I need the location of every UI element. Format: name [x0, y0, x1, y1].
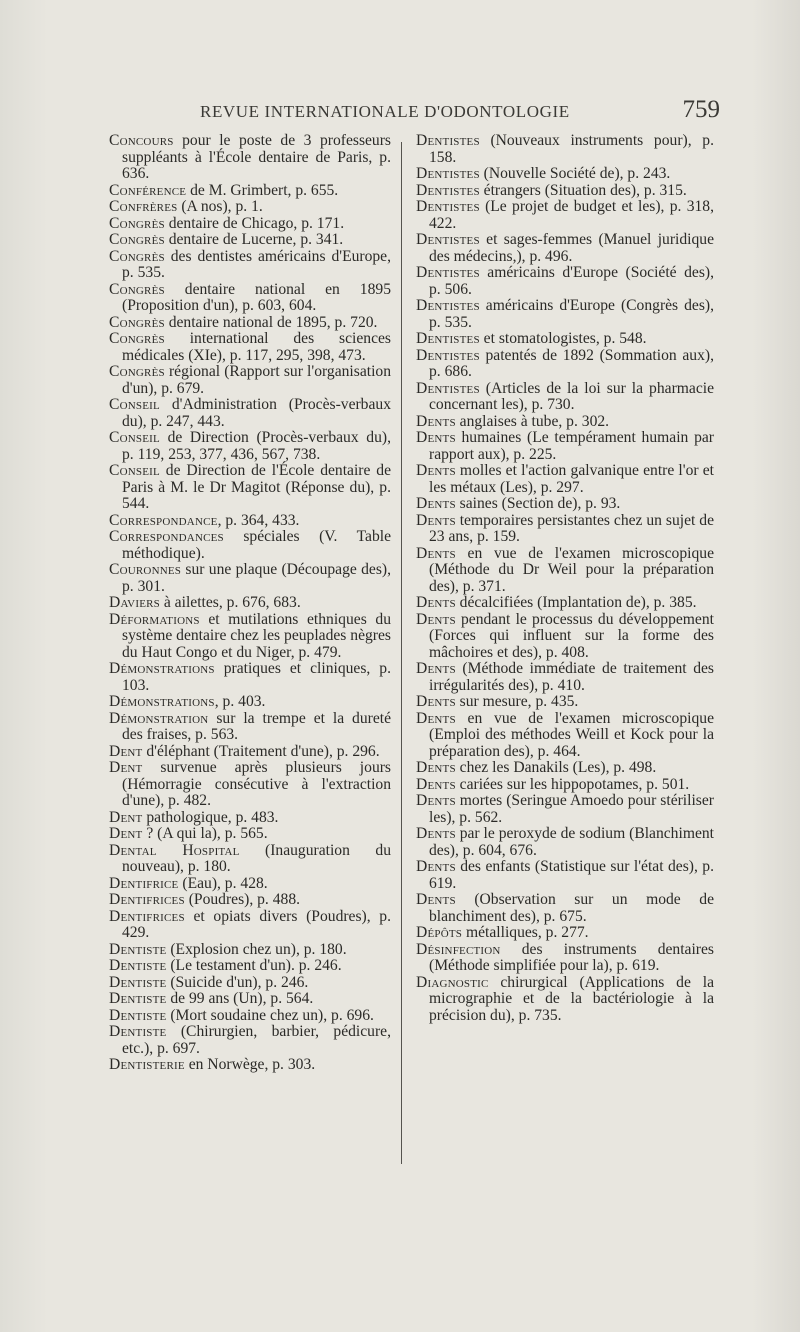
entry-headword: Daviers: [109, 594, 160, 611]
entry-headword: Dentistes: [416, 330, 480, 347]
entry-text: (Suicide d'un), p. 246.: [166, 973, 309, 991]
entry-text: spéciales (V. Table méthodique).: [122, 528, 391, 562]
entry-headword: Dents: [416, 709, 456, 727]
index-entry: [109, 892, 391, 909]
entry-headword: Congrès: [109, 363, 165, 380]
entry-text: et sages-femmes (Manuel juridique des médecins,), p. 496.: [429, 231, 714, 265]
entry-text: ? (A qui la), p. 565.: [142, 825, 268, 842]
entry-headword: Dentiste: [109, 1006, 167, 1024]
entry-text: survenue après plusieurs jours (Hémorragie consécutive à l'extraction d'une), p. 482.: [122, 759, 391, 809]
index-entry: [416, 777, 714, 794]
entry-text: (Inauguration du nouveau), p. 180.: [122, 841, 391, 875]
entry-headword: Dentiste: [109, 990, 167, 1007]
entry-headword: Déformations: [109, 610, 200, 628]
index-entry: [416, 414, 714, 431]
entry-headword: Dent: [109, 808, 143, 826]
running-header: [200, 96, 720, 132]
entry-text: (Poudres), p. 488.: [184, 891, 301, 908]
index-entry: [109, 513, 391, 530]
journal-title: REVUE INTERNATIONALE D'ODONTOLOGIE: [200, 102, 570, 121]
entry-text: en Norwège, p. 303.: [184, 1056, 316, 1073]
entry-headword: Dents: [416, 792, 456, 809]
index-entry: [109, 975, 391, 992]
entry-text: humaines (Le tempérament humain par rapport aux), p. 225.: [429, 429, 714, 463]
index-column-left: [109, 133, 391, 1074]
entry-headword: Dentistes: [416, 346, 480, 364]
entry-headword: Dent: [109, 742, 143, 760]
index-entry: [109, 876, 391, 893]
entry-headword: Dentistes: [416, 132, 480, 149]
index-entry: [109, 843, 391, 876]
entry-text: sur la trempe et la dureté des fraises, p. 563.: [122, 709, 391, 743]
index-entry: [109, 595, 391, 612]
entry-headword: Dentifrices: [109, 891, 185, 908]
entry-text: et stomatologistes, p. 548.: [479, 330, 647, 347]
entry-headword: Congrès: [109, 330, 165, 347]
entry-text: américains d'Europe (Congrès des), p. 535.: [429, 297, 714, 331]
entry-headword: Dents: [416, 495, 456, 512]
index-entry: [109, 958, 391, 975]
index-entry: [109, 430, 391, 463]
index-entry: [416, 793, 714, 826]
entry-text: chirurgical (Applications de la micrographie et de la bactériologie à la précision du), p. 735.: [429, 973, 714, 1024]
entry-headword: Dépôts: [416, 924, 463, 941]
index-entry: [109, 991, 391, 1008]
index-entry: [109, 216, 391, 233]
entry-headword: Dents: [416, 759, 456, 776]
entry-headword: Démonstrations: [109, 693, 215, 710]
entry-headword: Conseil: [109, 429, 160, 446]
entry-headword: Dents: [416, 610, 456, 628]
entry-text: , p. 364, 433.: [217, 511, 300, 529]
entry-text: dentaire national en 1895 (Proposition d'un), p. 603, 604.: [122, 280, 391, 314]
entry-text: dentaire de Lucerne, p. 341.: [164, 231, 344, 248]
entry-text: (Explosion chez un), p. 180.: [166, 940, 347, 958]
entry-text: (Méthode immédiate de traitement des irrégularités des), p. 410.: [429, 660, 714, 694]
entry-text: saines (Section de), p. 93.: [455, 495, 621, 512]
index-entry: [109, 711, 391, 744]
entry-headword: Dentifrices: [109, 907, 185, 925]
entry-text: métalliques, p. 277.: [462, 924, 589, 941]
entry-headword: Dents: [416, 429, 456, 446]
entry-headword: Dentifrice: [109, 874, 179, 892]
index-entry: [109, 232, 391, 249]
entry-headword: Dents: [416, 594, 456, 611]
entry-text: pathologique, p. 483.: [142, 808, 279, 826]
index-entry: [109, 1008, 391, 1025]
entry-text: des dentistes américains d'Europe, p. 535.: [122, 247, 391, 281]
index-entry: [416, 331, 714, 348]
entry-text: et opiats divers (Poudres), p. 429.: [122, 907, 391, 941]
entry-text: (A nos), p. 1.: [177, 198, 263, 215]
entry-headword: Dents: [416, 511, 456, 529]
entry-text: (Mort soudaine chez un), p. 696.: [166, 1006, 374, 1024]
index-entry: [416, 595, 714, 612]
entry-headword: Dent: [109, 825, 143, 842]
index-entry: [109, 183, 391, 200]
index-entry: [416, 133, 714, 166]
entry-headword: Correspondance: [109, 511, 218, 529]
entry-headword: Conseil: [109, 462, 160, 479]
entry-headword: Dentistes: [416, 297, 480, 314]
index-entry: [109, 1057, 391, 1074]
entry-headword: Concours: [109, 132, 174, 149]
index-entry: [416, 760, 714, 777]
page-number: 759: [682, 96, 720, 123]
index-entry: [416, 496, 714, 513]
index-entry: [109, 282, 391, 315]
entry-headword: Correspondances: [109, 528, 224, 545]
entry-headword: Dents: [416, 775, 456, 793]
entry-text: des enfants (Statistique sur l'état des), p. 619.: [429, 858, 714, 892]
entry-text: dentaire de Chicago, p. 171.: [164, 214, 345, 232]
entry-headword: Dents: [416, 660, 456, 677]
entry-headword: Confrères: [109, 198, 178, 215]
index-entry: [109, 133, 391, 183]
entry-text: (Chirurgien, barbier, pédicure, etc.), p. 697.: [122, 1023, 391, 1057]
entry-headword: Dent: [109, 759, 143, 776]
entry-headword: Démonstrations: [109, 660, 215, 677]
index-entry: [416, 463, 714, 496]
index-entry: [109, 1024, 391, 1057]
entry-headword: Congrès: [109, 214, 165, 232]
index-entry: [416, 199, 714, 232]
entry-text: dentaire national de 1895, p. 720.: [164, 313, 378, 331]
entry-headword: Couronnes: [109, 561, 182, 578]
entry-text: d'éléphant (Traitement d'une), p. 296.: [142, 742, 380, 760]
entry-text: d'Administration (Procès-verbaux du), p. 247, 443.: [122, 396, 391, 430]
index-entry: [109, 760, 391, 810]
entry-text: (Articles de la loi sur la pharmacie concernant les), p. 730.: [429, 379, 714, 413]
entry-headword: Congrès: [109, 231, 165, 248]
column-divider: [401, 142, 402, 1164]
entry-text: américains d'Europe (Société des), p. 506.: [429, 264, 714, 298]
index-entry: [109, 661, 391, 694]
index-entry: [416, 694, 714, 711]
entry-text: à ailettes, p. 676, 683.: [159, 594, 301, 611]
entry-headword: Diagnostic: [416, 973, 489, 991]
entry-headword: Dentistes: [416, 165, 480, 182]
index-entry: [416, 513, 714, 546]
index-entry: [416, 381, 714, 414]
entry-headword: Congrès: [109, 313, 165, 331]
entry-text: par le peroxyde de sodium (Blanchiment des), p. 604, 676.: [429, 825, 714, 859]
entry-headword: Dentisterie: [109, 1056, 185, 1073]
index-entry: [416, 166, 714, 183]
entry-headword: Dentiste: [109, 1023, 167, 1040]
entry-text: temporaires persistantes chez un sujet de 23 ans, p. 159.: [429, 511, 714, 545]
index-column-right: [416, 133, 714, 1024]
index-entry: [109, 463, 391, 513]
entry-text: sur mesure, p. 435.: [455, 693, 579, 710]
entry-text: de 99 ans (Un), p. 564.: [166, 990, 314, 1007]
entry-text: patentés de 1892 (Sommation aux), p. 686.: [429, 346, 714, 380]
entry-headword: Dents: [416, 544, 456, 562]
entry-headword: Dentistes: [416, 198, 480, 215]
entry-text: et mutilations ethniques du système dentaire chez les peuplades nègres du Haut Congo et du Niger, p. 479.: [122, 610, 391, 661]
entry-text: (Le testament d'un). p. 246.: [166, 957, 342, 974]
index-entry: [109, 909, 391, 942]
index-entry: [416, 546, 714, 596]
index-entry: [416, 859, 714, 892]
entry-text: en vue de l'examen microscopique (Emploi des méthodes Weill et Kock pour la préparation des), p. 464.: [429, 709, 714, 760]
entry-text: molles et l'action galvanique entre l'or et les métaux (Les), p. 297.: [429, 462, 714, 496]
index-entry: [416, 183, 714, 200]
entry-text: étrangers (Situation des), p. 315.: [479, 181, 687, 199]
entry-headword: Dental Hospital: [109, 841, 240, 859]
entry-headword: Dents: [416, 412, 456, 430]
entry-text: de Direction (Procès-verbaux du), p. 119, 253, 377, 436, 567, 738.: [122, 429, 391, 463]
entry-headword: Dentiste: [109, 957, 167, 974]
entry-text: en vue de l'examen microscopique (Méthode du Dr Weil pour la préparation des), p. 371.: [429, 544, 714, 595]
entry-headword: Démonstration: [109, 709, 209, 727]
index-entry: [109, 315, 391, 332]
index-entry: [109, 364, 391, 397]
entry-headword: Dents: [416, 693, 456, 710]
index-entry: [109, 529, 391, 562]
entry-headword: Congrès: [109, 280, 165, 298]
index-entry: [416, 975, 714, 1025]
entry-headword: Désinfection: [416, 940, 501, 958]
entry-headword: Congrès: [109, 247, 165, 265]
index-entry: [416, 711, 714, 761]
index-entry: [109, 397, 391, 430]
entry-text: (Observation sur un mode de blanchiment des), p. 675.: [429, 891, 714, 925]
entry-text: (Nouvelle Société de), p. 243.: [479, 165, 671, 182]
index-entry: [109, 942, 391, 959]
entry-text: de Direction de l'École dentaire de Paris à M. le Dr Magitot (Réponse du), p. 544.: [122, 462, 391, 512]
entry-text: , p. 403.: [214, 693, 266, 710]
index-entry: [416, 612, 714, 662]
entry-headword: Dentistes: [416, 181, 480, 199]
index-entry: [416, 925, 714, 942]
index-entry: [416, 826, 714, 859]
entry-text: pratiques et cliniques, p. 103.: [122, 660, 391, 694]
index-entry: [109, 810, 391, 827]
index-entry: [109, 562, 391, 595]
index-entry: [416, 265, 714, 298]
index-entry: [416, 942, 714, 975]
entry-text: (Nouveaux instruments pour), p. 158.: [429, 132, 714, 166]
index-entry: [416, 232, 714, 265]
entry-text: pour le poste de 3 professeurs suppléants à l'École dentaire de Paris, p. 636.: [122, 132, 391, 182]
index-entry: [109, 331, 391, 364]
entry-headword: Dents: [416, 825, 456, 842]
entry-text: régional (Rapport sur l'organisation d'un), p. 679.: [122, 363, 391, 397]
entry-text: (Eau), p. 428.: [178, 874, 268, 892]
index-entry: [109, 612, 391, 662]
entry-headword: Dentiste: [109, 940, 167, 958]
index-entry: [416, 430, 714, 463]
index-entry: [109, 199, 391, 216]
index-entry: [109, 744, 391, 761]
entry-headword: Dentiste: [109, 973, 167, 991]
entry-text: cariées sur les hippopotames, p. 501.: [455, 775, 690, 793]
entry-text: sur une plaque (Découpage des), p. 301.: [122, 561, 391, 595]
entry-headword: Dentistes: [416, 379, 480, 397]
index-entry: [109, 694, 391, 711]
entry-text: chez les Danakils (Les), p. 498.: [455, 759, 657, 776]
entry-headword: Dents: [416, 462, 456, 479]
index-entry: [416, 661, 714, 694]
index-entry: [109, 826, 391, 843]
entry-headword: Dents: [416, 858, 456, 875]
entry-headword: Dentistes: [416, 231, 480, 248]
index-entry: [416, 348, 714, 381]
entry-text: de M. Grimbert, p. 655.: [186, 181, 339, 199]
entry-text: international des sciences médicales (XIe), p. 117, 295, 398, 473.: [122, 330, 391, 364]
entry-headword: Conseil: [109, 396, 160, 413]
entry-text: des instruments dentaires (Méthode simplifiée pour la), p. 619.: [429, 940, 714, 974]
entry-headword: Dentistes: [416, 264, 480, 281]
entry-headword: Dents: [416, 891, 456, 908]
entry-text: pendant le processus du développement (Forces qui influent sur la forme des mâchoires et des), p. 408.: [429, 610, 714, 661]
index-entry: [416, 892, 714, 925]
entry-text: (Le projet de budget et les), p. 318, 422.: [429, 198, 714, 232]
index-entry: [416, 298, 714, 331]
entry-text: mortes (Seringue Amoedo pour stériliser les), p. 562.: [429, 792, 714, 826]
entry-headword: Conférence: [109, 181, 187, 199]
index-entry: [109, 249, 391, 282]
entry-text: décalcifiées (Implantation de), p. 385.: [455, 594, 697, 611]
entry-text: anglaises à tube, p. 302.: [455, 412, 610, 430]
